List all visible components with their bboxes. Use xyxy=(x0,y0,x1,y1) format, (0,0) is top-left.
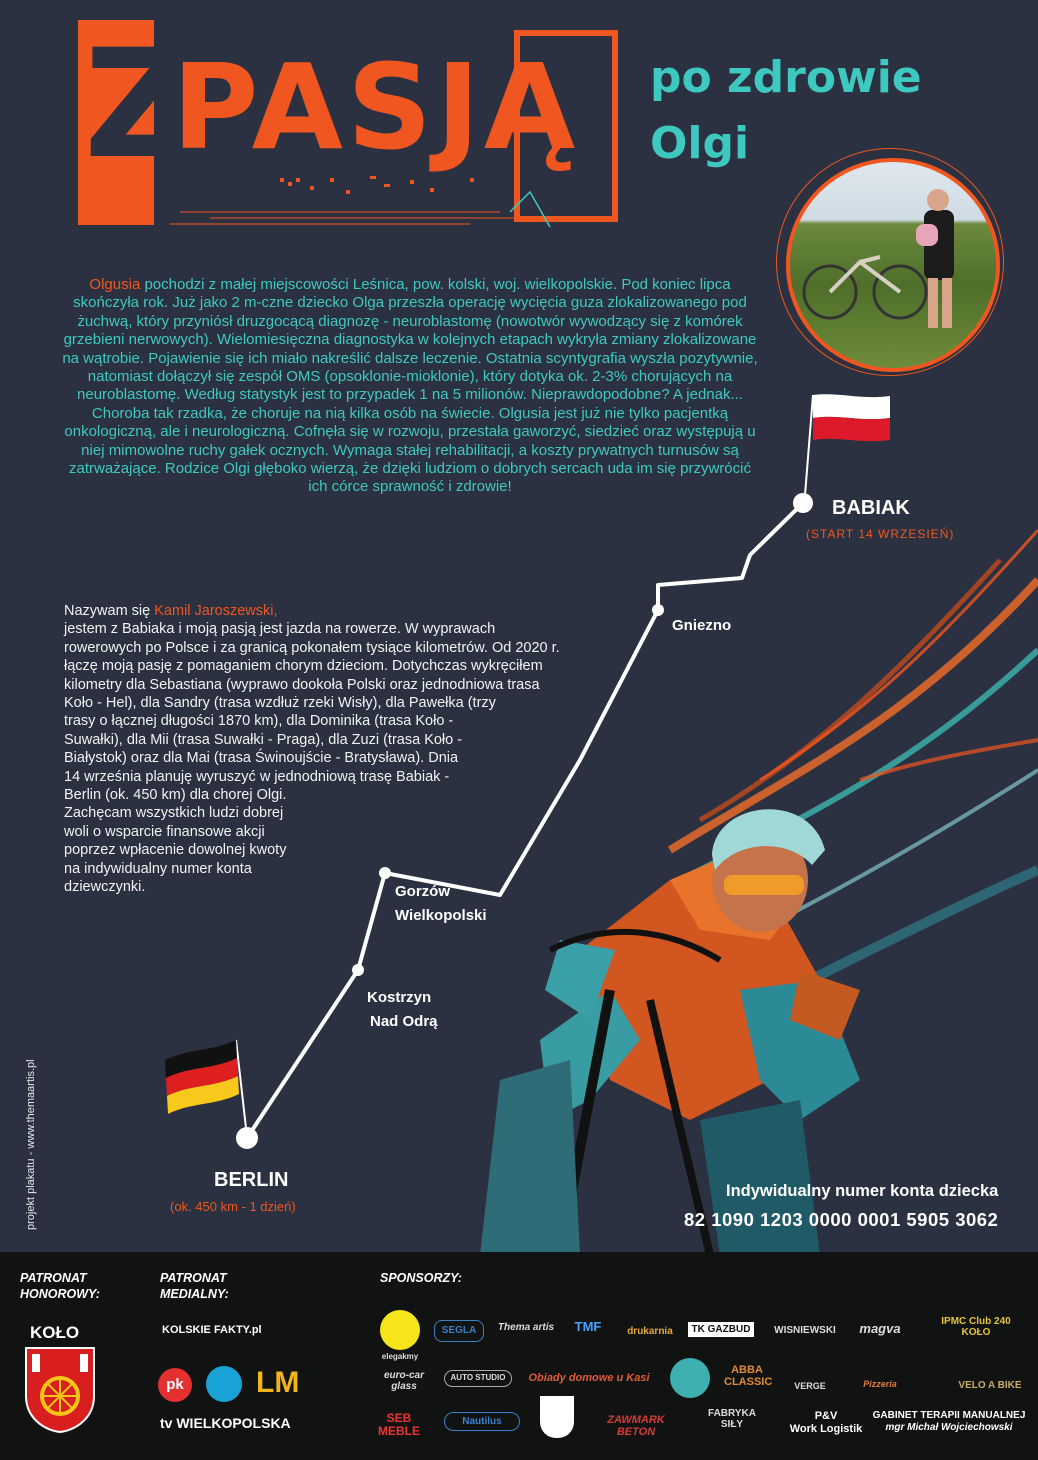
patron-media-line-2: MEDIALNY: xyxy=(160,1286,229,1301)
sponsors-heading: SPONSORZY: xyxy=(380,1271,462,1285)
subtitle-line-1: po zdrowie xyxy=(650,52,922,103)
sponsor-logo-tmf: TMF xyxy=(574,1319,602,1334)
bio-line: jestem z Babiaka i moją pasją jest jazda na rowerze. W wyprawach xyxy=(64,621,496,638)
patron-honor-line-1: PATRONAT xyxy=(20,1271,87,1285)
media-logo-lm: LM xyxy=(256,1366,300,1399)
route-stop-kostrzyn-1: Kostrzyn xyxy=(367,989,432,1006)
sponsor-label: elegakmy xyxy=(381,1352,419,1361)
sponsor-gabinet-line-1: GABINET TERAPII MANUALNEJ xyxy=(872,1410,1026,1421)
sponsor-logo-drukarnia: drukarnia xyxy=(627,1326,673,1337)
bio-line: Białystok) oraz dla Mai (trasa Świnoujście - Bratysława). Dnia xyxy=(64,750,459,767)
poland-flag-icon xyxy=(813,394,890,441)
sponsor-logo-magva: magva xyxy=(859,1321,901,1336)
sponsor-logo-fabryka-sily: FABRYKA SIŁY xyxy=(708,1408,756,1430)
bio-name: Kamil Jaroszewski, xyxy=(154,603,278,619)
media-logo-kolskie-fakty: KOLSKIE FAKTY.pl xyxy=(162,1324,262,1336)
sponsor-logo-tk-gazbud: TK GAZBUD xyxy=(688,1322,754,1337)
sponsor-logo-abba-classic: ABBA CLASSIC xyxy=(724,1364,773,1389)
media-logo-pk: pk xyxy=(158,1368,192,1402)
bio-line: dziewczynki. xyxy=(64,879,146,896)
bio-line: na indywidualny numer konta xyxy=(64,860,252,877)
bio-line: kilometry dla Sebastiana (wyprawo dookoła Polski oraz jednodniowa trasa xyxy=(64,676,540,693)
story-name: Olgusia xyxy=(89,276,141,293)
account-title: Indywidualny numer konta dziecka xyxy=(726,1182,999,1200)
sponsor-logo-zawmark-beton: ZAWMARK BETON xyxy=(607,1414,665,1439)
sponsor-logo-thema-artis: Thema artis xyxy=(497,1322,555,1333)
sponsor-logo-seb-meble: SEB MEBLE xyxy=(378,1411,420,1439)
sponsor-pv-line-1: P&V xyxy=(814,1410,838,1422)
sponsor-pv-line-2: Work Logistik xyxy=(789,1423,863,1436)
sponsor-logo-sport-circle xyxy=(670,1358,710,1398)
bio-line: Zachęcam wszystkich ludzi dobrej xyxy=(64,805,284,822)
sponsor-logo-club-shield xyxy=(540,1396,574,1438)
patron-honor-heading xyxy=(20,1271,100,1302)
sponsor-pv xyxy=(786,1410,866,1436)
sponsor-logo-wisniewski: WISNIEWSKI xyxy=(774,1325,836,1336)
poland-flag-pole xyxy=(805,395,813,495)
page-title: PASJĄ xyxy=(172,38,580,176)
media-logo-tv-wielkopolska: tv WIELKOPOLSKA xyxy=(160,1415,291,1431)
route-start-note: (START 14 WRZESIEŃ) xyxy=(806,527,955,541)
germany-flag-icon xyxy=(165,1040,239,1114)
bio-line: woli o wsparcie finansowe akcji xyxy=(64,823,265,840)
bio-line: Suwałki), dla Mii (trasa Suwałki - Praga), dla Zuzi (trasa Koło - xyxy=(64,731,463,748)
bio-line: 14 września planuję wyruszyć w jednodniową trasę Babiak - xyxy=(64,768,450,785)
patron-honor-line-2: HONOROWY: xyxy=(20,1286,100,1301)
route-stop-gorzow-1: Gorzów xyxy=(395,883,450,900)
patron-media-heading xyxy=(160,1271,229,1302)
route-stop-gniezno: Gniezno xyxy=(672,617,732,634)
sponsor-logo-elegakmy xyxy=(380,1310,420,1350)
subtitle-line-2: Olgi xyxy=(650,118,750,169)
media-logo-k-icon xyxy=(206,1366,242,1402)
route-end-note: (ok. 450 km - 1 dzień) xyxy=(170,1199,296,1214)
route-end-city: BERLIN xyxy=(214,1169,289,1191)
bio-line: Berlin (ok. 450 km) dla chorej Olgi. xyxy=(64,787,287,804)
route-start-city: BABIAK xyxy=(832,497,910,519)
story-body: pochodzi z małej miejscowości Leśnica, pow. kolski, woj. wielkopolskie. Pod koniec lipca skończyła rok. Już jako 2 m-czne dziecko Olga przeszła operację wycięcia guza zlokalizowanego pod żuchwą, który przyniósł druzgocącą diagnozę - neuroblastomę (nowotwór wywodzący się z komórek grzebieni nerwowych). Wielomiesięczna diagnostyka w kolejnych etapach wykryła zmiany zlokalizowane na wątrobie. Pojawienie się ich miało nakreślić dalsze leczenie. Ostatnia scyntygrafia wyszła pozytywnie, natomiast dołączył się zespół OMS (opsoklonie-mioklonie), który dotyka ok. 2-3% chorujących na neuroblastomę. Według statystyk jest to przypadek 1 na 5 milionów. Nieprawdopodobne? A jednak... Choroba tak rzadka, że choruje na nią kilka osób na świecie. Olgusia jest już nie tylko pacjentką onkologiczną, ale i neurologiczną. Cofnęła się w rozwoju, przestała gaworzyć, siedzieć oraz występują u niej mimowolne ruchy gałek ocznych. Wymaga stałej rehabilitacji, a koszty prywatnych turnusów są zatrważające. Rodzice Olgi głęboko wierzą, że dzięki ludziom o dobrych sercach uda im się przywrócić ich córce sprawność i zdrowie! xyxy=(62,276,758,496)
bio-line: trasy o łącznej długości 1870 km), dla Dominika (trasa Koło - xyxy=(64,713,454,730)
sponsor-gabinet-line-2: mgr Michał Wojciechowski xyxy=(885,1422,1013,1433)
bio-line: poprzez wpłacenie dowolnej kwoty xyxy=(64,842,287,859)
sponsor-logo-nautilus: Nautilus xyxy=(444,1412,520,1431)
bio-line: Koło - Hel), dla Sandry (trasa wzdłuż rzeki Wisły), dla Pawełka (trzy xyxy=(64,695,496,712)
account-number: 82 1090 1203 0000 0001 5905 3062 xyxy=(684,1209,999,1230)
sponsor-logo-ipmc: IPMC Club 240 KOŁO xyxy=(941,1316,1011,1338)
sponsor-logo-pizzeria: Pizzeria xyxy=(863,1379,897,1389)
sponsor-logo-segla: SEGLA xyxy=(434,1320,484,1342)
sponsor-logo-euro-car-glass: euro-car glass xyxy=(383,1370,424,1392)
credit-text: projekt plakatu - www.themaartis.pl xyxy=(25,1059,37,1230)
route-point-berlin xyxy=(236,1127,258,1149)
sponsor-logo-auto-studio: AUTO STUDIO xyxy=(444,1370,512,1387)
title-prefix: Z xyxy=(84,18,193,192)
bio-intro: Nazywam się xyxy=(64,603,155,619)
bio-line: rowerowych po Polsce i za granicą pokonałem tysiące kilometrów. Od 2020 r. xyxy=(64,639,560,656)
sponsor-logo-velo-a-bike: VELO A BIKE xyxy=(958,1380,1022,1391)
sponsor-logo-obiady: Obiady domowe u Kasi xyxy=(528,1372,650,1384)
route-point-gniezno xyxy=(652,604,664,616)
bio-line: łączę moją pasję z pomaganiem chorym dzieciom. Dotychczas wykręciłem xyxy=(64,658,543,675)
kolo-title: KOŁO xyxy=(30,1323,80,1342)
route-point-kostrzyn xyxy=(352,964,364,976)
patron-media-line-1: PATRONAT xyxy=(160,1271,227,1285)
route-stop-kostrzyn-2: Nad Odrą xyxy=(370,1013,438,1030)
route-point-babiak xyxy=(793,493,813,513)
route-point-gorzow xyxy=(379,867,391,879)
sponsor-logo-verge: VERGE xyxy=(794,1381,826,1391)
kolo-coat-of-arms-icon xyxy=(24,1346,96,1434)
sponsor-gabinet xyxy=(870,1410,1028,1434)
route-stop-gorzow-2: Wielkopolski xyxy=(395,907,487,924)
